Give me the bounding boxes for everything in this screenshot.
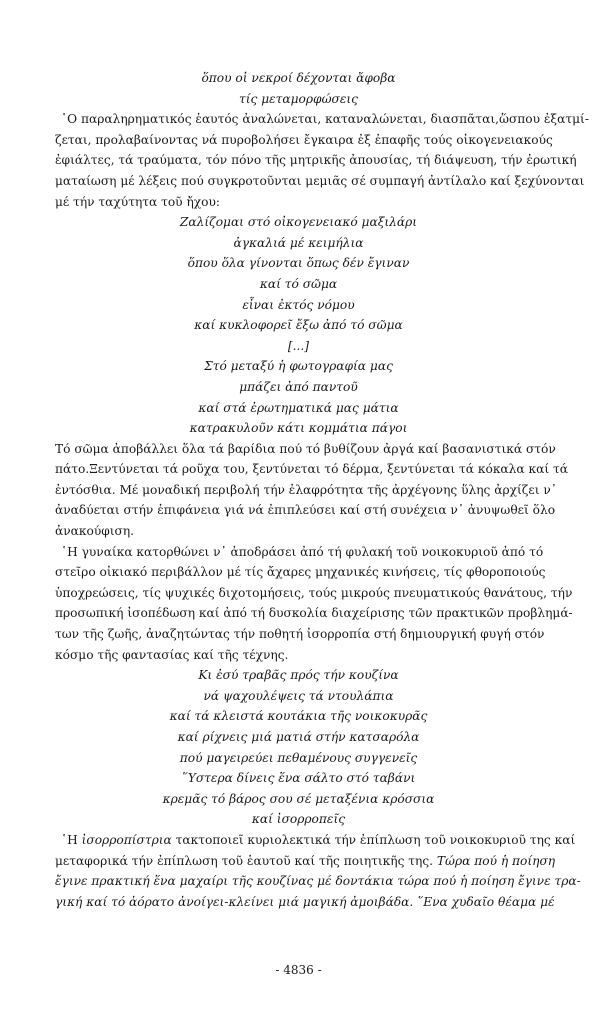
page-body xyxy=(55,68,589,912)
verse-line: ὅπου οἱ νεκροί δέχονται ἄφοβα xyxy=(201,71,396,85)
prose-line: πάτο.Ξεντύνεται τά ροῦχα του, ξεντύνεται τό δέρμα, ξεντύνεται τά κόκαλα καί τά xyxy=(55,462,568,477)
prose-line: ἀναδύεται στήν ἐπιφάνεια γιά νά ἐπιπλεύσει καί στή συνέχεια ν᾽ ἀνυψωθεῖ ὅλο xyxy=(55,503,556,518)
verse-line: κατρακυλοῦν κάτι κομμάτια πάγοι xyxy=(189,421,408,436)
prose-line-italic: γική καί τό ἀόρατο ἀνοίγει-κλείνει μιά μαγική ἀμοιβάδα. ῞Ενα χυδαῖο θέαμα μέ xyxy=(55,894,555,909)
verse-ellipsis: [...] xyxy=(287,338,310,353)
verse-line: καί ἰσορροπεῖς xyxy=(251,812,346,827)
verse-line: καί ρίχνεις μιά ματιά στήν κατσαρόλα xyxy=(177,730,420,744)
prose-line: ἐφιάλτες, τά τραύματα, τόν πόνο τῆς μητρικῆς ἀπουσίας, τή διάψευση, τήν ἐρωτική xyxy=(55,153,577,168)
verse-line: καί τά κλειστά κουτάκια τῆς νοικοκυρᾶς xyxy=(169,709,428,724)
verse-line: ἀγκαλιά μέ κειμήλια xyxy=(233,235,364,250)
prose-line: των τῆς ζωῆς, ἀναζητώντας τήν ποθητή ἰσορροπία στή δημιουργική φυγή στόν xyxy=(55,627,545,642)
verse-line: ὅπου ὅλα γίνονται ὅπως δέν ἔγιναν xyxy=(187,256,410,271)
verse-line: κρεμᾶς τό βάρος σου σέ μεταξένια κρόσσια xyxy=(162,791,435,806)
verse-stanza-2 xyxy=(55,212,542,439)
verse-line: Κι ἐσύ τραβᾶς πρός τήν κουζίνα xyxy=(198,668,399,683)
prose-line: Τό σῶμα ἀποβάλλει ὅλα τά βαρίδια πού τό βυθίζουν ἀργά καί βασανιστικά στόν xyxy=(55,441,556,456)
prose-line: ἐντόσθια. Μέ μοναδική περιβολή τήν ἐλαφρότητα τῆς ἀρχέγονης ὕλης ἀρχίζει ν᾽ xyxy=(55,482,557,497)
verse-line: Ζαλίζομαι στό οἰκογενειακό μαξιλάρι xyxy=(179,215,418,230)
prose-line: ὑποχρεώσεις, τίς ψυχικές διχοτομήσεις, τούς μικρούς πνευματικούς θανάτους, τήν xyxy=(55,585,573,600)
verse-line: καί τό σῶμα xyxy=(259,276,338,291)
prose-line: ἀνακούφιση. xyxy=(55,524,135,539)
prose-line: ματαίωση μέ λέξεις πού συγκροτοῦνται μεμιᾶς σέ συμπαγή ἀντίλαλο καί ξεχύνονται xyxy=(55,173,585,188)
text-run: ῾Η xyxy=(61,832,82,847)
verse-line: νά ψαχουλέψεις τά ντουλάπια xyxy=(203,688,394,703)
page-number: - 4836 - xyxy=(275,963,322,977)
prose-line: στεῖρο οἰκιακό περιβάλλον μέ τίς ἄχαρες μηχανικές κινήσεις, τίς φθοροποιούς xyxy=(55,565,546,580)
italic-quote: Τώρα πού ἡ ποίηση xyxy=(436,853,556,868)
paragraph-4 xyxy=(55,830,581,912)
prose-line xyxy=(55,830,576,851)
verse-line: τίς μεταμορφώσεις xyxy=(238,91,358,106)
verse-line: καί κυκλοφορεῖ ἔξω ἀπό τό σῶμα xyxy=(194,318,403,333)
prose-line: ζεται, προλαβαίνοντας νά πυροβολήσει ἔγκαιρα ἐξ ἐπαφῆς τούς οἰκογενειακούς xyxy=(55,132,553,147)
prose-line: ῾Η γυναίκα κατορθώνει ν᾽ ἀποδράσει ἀπό τή φυλακή τοῦ νοικοκυριοῦ ἀπό τό xyxy=(61,544,544,559)
prose-line: μέ τήν ταχύτητα τοῦ ἤχου: xyxy=(55,194,220,209)
prose-line: ῾Ο παραληρηματικός ἑαυτός ἀναλώνεται, καταναλώνεται, διασπᾶται,ὥσπου ἐξατμί- xyxy=(61,112,589,127)
prose-line xyxy=(55,851,556,872)
prose-line: προσωπική ἰσοπέδωση καί ἀπό τή δυσκολία διαχείρισης τῶν πρακτικῶν προβλημά- xyxy=(55,606,573,621)
prose-line-italic: ἔγινε πρακτική ἕνα μαχαίρι τῆς κουζίνας μέ δοντάκια τώρα πού ἡ ποίηση ἔγινε τρα- xyxy=(55,874,581,889)
prose-line: κόσμο τῆς φαντασίας καί τῆς τέχνης. xyxy=(55,647,289,662)
text-run: μεταφορικά τήν ἐπίπλωση τοῦ ἑαυτοῦ καί τῆς ποιητικῆς της. xyxy=(55,853,437,868)
verse-line: μπάζει ἀπό παντοῦ xyxy=(239,379,358,394)
verse-line: ῞Υστερα δίνεις ἕνα σάλτο στό ταβάνι xyxy=(181,771,416,786)
verse-line: εἶναι ἐκτός νόμου xyxy=(242,297,355,312)
text-run: τακτοποιεῖ κυριολεκτικά τήν ἐπίπλωση τοῦ νοικοκυριοῦ της καί xyxy=(171,832,576,847)
verse-stanza-3 xyxy=(55,665,542,830)
paragraph-3 xyxy=(55,542,573,666)
paragraph-1 xyxy=(55,109,589,212)
verse-line: καί στά ἐρωτηματικά μας μάτια xyxy=(198,400,399,415)
verse-stanza-1 xyxy=(55,68,542,109)
verse-line: πού μαγειρεύει πεθαμένους συγγενεῖς xyxy=(179,750,418,765)
verse-line: Στό μεταξύ ἡ φωτογραφία μας xyxy=(204,359,393,374)
paragraph-2 xyxy=(55,439,568,542)
italic-term: ἰσορροπίστρια xyxy=(81,832,172,847)
